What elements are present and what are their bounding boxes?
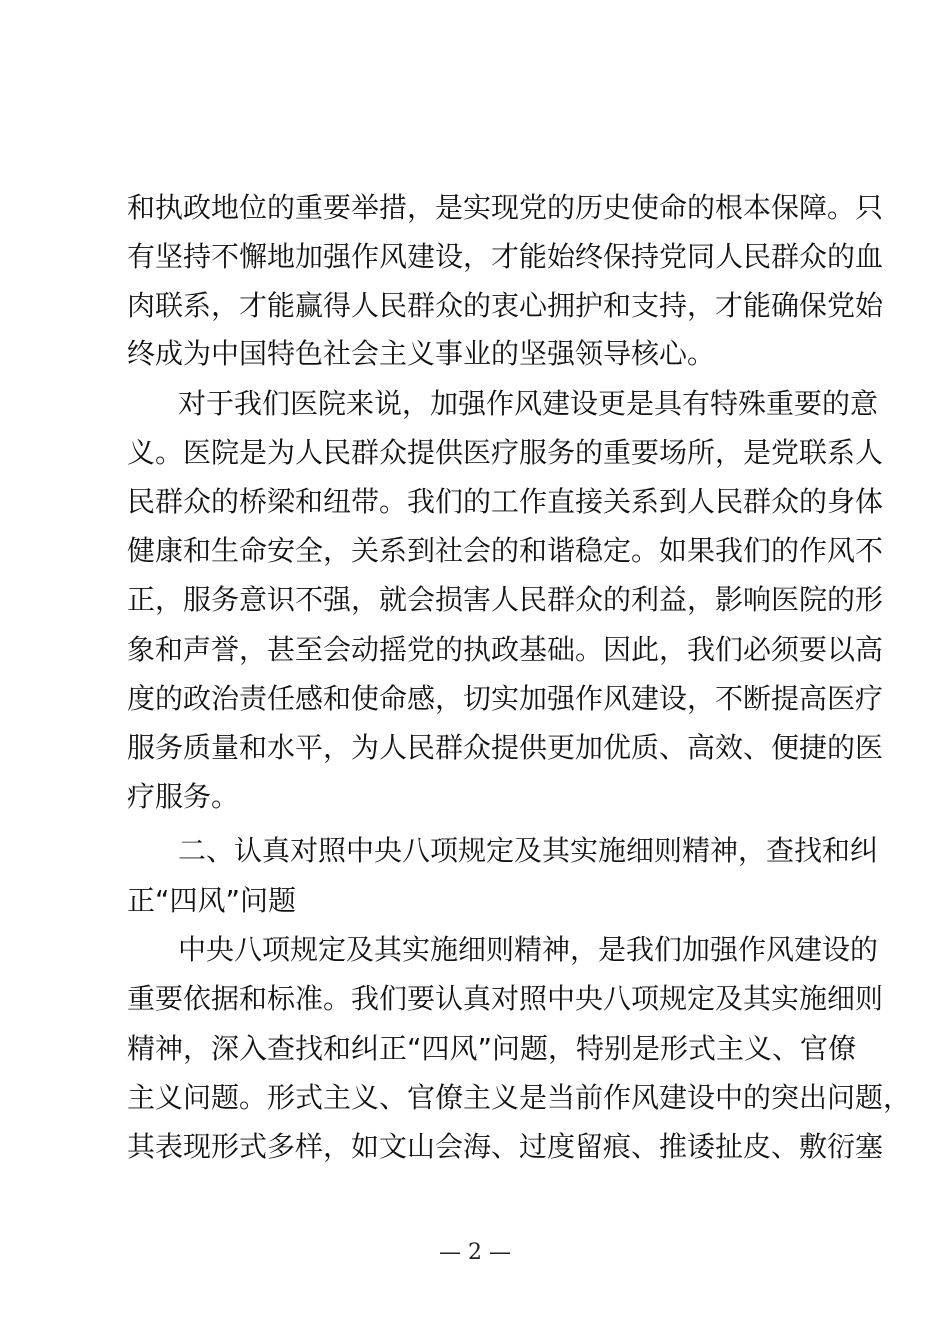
text-line: 民群众的桥梁和纽带。我们的工作直接关系到人民群众的身体 <box>127 485 884 518</box>
text-line: 义。医院是为人民群众提供医疗服务的重要场所，是党联系人 <box>127 436 884 469</box>
page-number: — 2 — <box>439 1240 511 1265</box>
text-line: 重要依据和标准。我们要认真对照中央八项规定及其实施细则 <box>127 982 884 1015</box>
text-line: 精神，深入查找和纠正“四风”问题，特别是形式主义、官僚 <box>127 1032 857 1065</box>
text-line: 健康和生命安全，关系到社会的和谐稳定。如果我们的作风不 <box>127 534 884 567</box>
text-line: 疗服务。 <box>127 780 240 813</box>
text-line: 肉联系，才能赢得人民群众的衷心拥护和支持，才能确保党始 <box>127 289 884 322</box>
text-line: 象和声誉，甚至会动摇党的执政基础。因此，我们必须要以高 <box>127 633 884 666</box>
text-line: 服务质量和水平，为人民群众提供更加优质、高效、便捷的医 <box>127 731 884 764</box>
text-line: 正，服务意识不强，就会损害人民群众的利益，影响医院的形 <box>127 583 884 616</box>
text-line: 主义问题。形式主义、官僚主义是当前作风建设中的突出问题， <box>127 1081 912 1114</box>
text-line: 度的政治责任感和使命感，切实加强作风建设，不断提高医疗 <box>127 682 884 715</box>
paragraph-first-line: 对于我们医院来说，加强作风建设更是具有特殊重要的意 <box>178 387 879 420</box>
text-line: 其表现形式多样，如文山会海、过度留痕、推诿扯皮、敷衍塞 <box>127 1130 884 1163</box>
text-line: 终成为中国特色社会主义事业的坚强领导核心。 <box>127 337 716 370</box>
paragraph-first-line: 中央八项规定及其实施细则精神，是我们加强作风建设的 <box>178 933 879 966</box>
section-heading-line: 二、认真对照中央八项规定及其实施细则精神，查找和纠 <box>178 834 879 867</box>
text-line: 有坚持不懈地加强作风建设，才能始终保持党同人民群众的血 <box>127 240 884 273</box>
text-line: 和执政地位的重要举措，是实现党的历史使命的根本保障。只 <box>127 191 884 224</box>
section-heading-line: 正“四风”问题 <box>127 884 297 917</box>
